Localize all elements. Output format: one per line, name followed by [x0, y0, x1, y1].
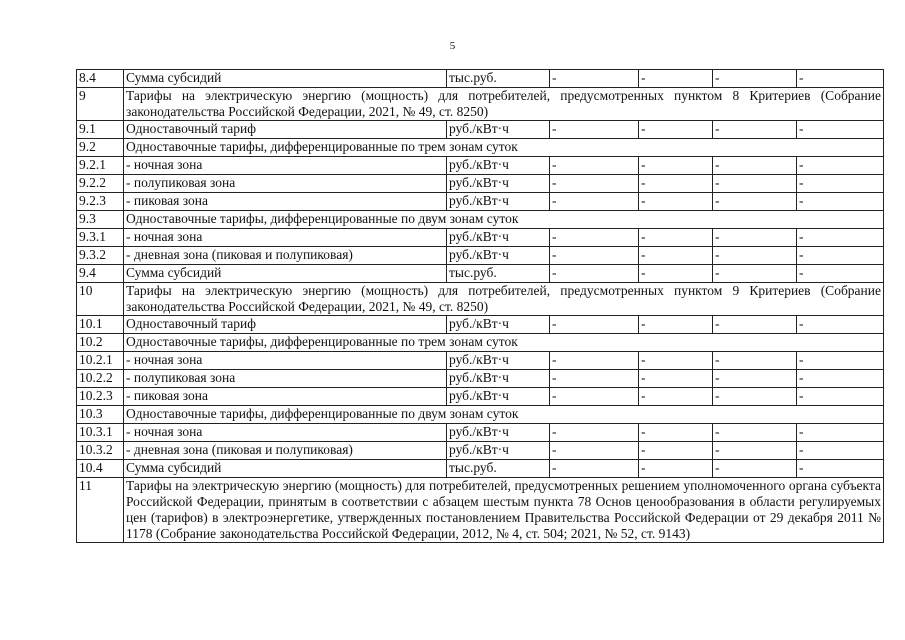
- value-cell: -: [797, 316, 884, 334]
- indicator-name-cell: Сумма субсидий: [124, 265, 447, 283]
- value-cell: -: [550, 370, 639, 388]
- value-cell: -: [797, 352, 884, 370]
- value-cell: -: [713, 424, 797, 442]
- value-cell: -: [550, 442, 639, 460]
- row-number-cell: 10.3: [77, 406, 124, 424]
- row-number-cell: 9.3.2: [77, 247, 124, 265]
- unit-cell: тыс.руб.: [447, 460, 550, 478]
- value-cell: -: [550, 175, 639, 193]
- row-number-cell: 11: [77, 478, 124, 543]
- value-cell: -: [713, 352, 797, 370]
- value-cell: -: [550, 316, 639, 334]
- row-number-cell: 10.1: [77, 316, 124, 334]
- value-cell: -: [797, 370, 884, 388]
- row-number-cell: 9.1: [77, 121, 124, 139]
- table-row: [77, 352, 884, 370]
- section-row: [77, 211, 884, 229]
- value-cell: -: [550, 388, 639, 406]
- indicator-name-cell: - ночная зона: [124, 229, 447, 247]
- value-cell: -: [639, 424, 713, 442]
- value-cell: -: [713, 460, 797, 478]
- table-row: [77, 70, 884, 88]
- value-cell: -: [797, 388, 884, 406]
- table-row: [77, 175, 884, 193]
- value-cell: -: [639, 247, 713, 265]
- section-title-cell: Тарифы на электрическую энергию (мощность) для потребителей, предусмотренных пунктом 9 Критериев (Собрание законодательства Российской Федерации, 2021, № 49, ст. 8250): [124, 283, 884, 316]
- section-title-cell: Одноставочные тарифы, дифференцированные по трем зонам суток: [124, 139, 884, 157]
- row-number-cell: 9.3.1: [77, 229, 124, 247]
- unit-cell: руб./кВт·ч: [447, 316, 550, 334]
- value-cell: -: [639, 370, 713, 388]
- value-cell: -: [550, 121, 639, 139]
- table-row: [77, 121, 884, 139]
- indicator-name-cell: - ночная зона: [124, 157, 447, 175]
- indicator-name-cell: - полупиковая зона: [124, 370, 447, 388]
- value-cell: -: [639, 442, 713, 460]
- section-row: [77, 406, 884, 424]
- value-cell: -: [797, 442, 884, 460]
- value-cell: -: [550, 157, 639, 175]
- value-cell: -: [550, 193, 639, 211]
- section-row: [77, 88, 884, 121]
- value-cell: -: [639, 460, 713, 478]
- indicator-name-cell: Одноставочный тариф: [124, 121, 447, 139]
- value-cell: -: [713, 316, 797, 334]
- table-row: [77, 424, 884, 442]
- value-cell: -: [713, 247, 797, 265]
- row-number-cell: 10.3.2: [77, 442, 124, 460]
- value-cell: -: [639, 193, 713, 211]
- row-number-cell: 10.2: [77, 334, 124, 352]
- row-number-cell: 10.2.1: [77, 352, 124, 370]
- section-row: [77, 139, 884, 157]
- value-cell: -: [713, 265, 797, 283]
- row-number-cell: 10.4: [77, 460, 124, 478]
- row-number-cell: 10.3.1: [77, 424, 124, 442]
- value-cell: -: [713, 121, 797, 139]
- indicator-name-cell: - ночная зона: [124, 424, 447, 442]
- value-cell: -: [639, 388, 713, 406]
- section-title-cell: Тарифы на электрическую энергию (мощность) для потребителей, предусмотренных пунктом 8 Критериев (Собрание законодательства Российской Федерации, 2021, № 49, ст. 8250): [124, 88, 884, 121]
- value-cell: -: [639, 316, 713, 334]
- value-cell: -: [639, 157, 713, 175]
- row-number-cell: 10.2.3: [77, 388, 124, 406]
- row-number-cell: 9.4: [77, 265, 124, 283]
- row-number-cell: 8.4: [77, 70, 124, 88]
- page-number: 5: [449, 40, 456, 52]
- section-title-cell: Одноставочные тарифы, дифференцированные по двум зонам суток: [124, 211, 884, 229]
- value-cell: -: [797, 70, 884, 88]
- value-cell: -: [797, 193, 884, 211]
- row-number-cell: 10.2.2: [77, 370, 124, 388]
- value-cell: -: [713, 370, 797, 388]
- value-cell: -: [639, 121, 713, 139]
- indicator-name-cell: Одноставочный тариф: [124, 316, 447, 334]
- value-cell: -: [713, 175, 797, 193]
- table-row: [77, 265, 884, 283]
- section-title-cell: Тарифы на электрическую энергию (мощность) для потребителей, предусмотренных решением уполномоченного органа субъекта Российской Федерации, принятым в соответствии с абзацем шестым пункта 78 Основ ценообразования в области регулируемых цен (тарифов) в электроэнергетике, утвержденных постановлением Правительства Российской Федерации от 29 декабря 2011 № 1178 (Собрание законодательства Российской Федерации, 2012, № 4, ст. 504; 2021, № 52, ст. 9143): [124, 478, 884, 543]
- unit-cell: руб./кВт·ч: [447, 352, 550, 370]
- section-row: [77, 283, 884, 316]
- table-row: [77, 460, 884, 478]
- indicator-name-cell: - полупиковая зона: [124, 175, 447, 193]
- value-cell: -: [797, 229, 884, 247]
- indicator-name-cell: Сумма субсидий: [124, 460, 447, 478]
- indicator-name-cell: - дневная зона (пиковая и полупиковая): [124, 247, 447, 265]
- unit-cell: руб./кВт·ч: [447, 157, 550, 175]
- value-cell: -: [550, 229, 639, 247]
- value-cell: -: [550, 265, 639, 283]
- value-cell: -: [713, 70, 797, 88]
- value-cell: -: [550, 70, 639, 88]
- value-cell: -: [797, 121, 884, 139]
- value-cell: -: [797, 157, 884, 175]
- section-title-cell: Одноставочные тарифы, дифференцированные по двум зонам суток: [124, 406, 884, 424]
- tariff-table-body: [77, 70, 884, 543]
- unit-cell: руб./кВт·ч: [447, 247, 550, 265]
- table-row: [77, 388, 884, 406]
- unit-cell: руб./кВт·ч: [447, 370, 550, 388]
- unit-cell: тыс.руб.: [447, 70, 550, 88]
- value-cell: -: [639, 70, 713, 88]
- value-cell: -: [797, 265, 884, 283]
- unit-cell: тыс.руб.: [447, 265, 550, 283]
- table-row: [77, 193, 884, 211]
- row-number-cell: 10: [77, 283, 124, 316]
- value-cell: -: [550, 460, 639, 478]
- value-cell: -: [797, 247, 884, 265]
- row-number-cell: 9.2.1: [77, 157, 124, 175]
- indicator-name-cell: Сумма субсидий: [124, 70, 447, 88]
- table-row: [77, 229, 884, 247]
- unit-cell: руб./кВт·ч: [447, 424, 550, 442]
- value-cell: -: [639, 265, 713, 283]
- unit-cell: руб./кВт·ч: [447, 121, 550, 139]
- table-row: [77, 247, 884, 265]
- value-cell: -: [639, 352, 713, 370]
- table-row: [77, 316, 884, 334]
- value-cell: -: [797, 424, 884, 442]
- unit-cell: руб./кВт·ч: [447, 175, 550, 193]
- row-number-cell: 9: [77, 88, 124, 121]
- value-cell: -: [550, 352, 639, 370]
- row-number-cell: 9.3: [77, 211, 124, 229]
- row-number-cell: 9.2: [77, 139, 124, 157]
- value-cell: -: [713, 229, 797, 247]
- value-cell: -: [797, 460, 884, 478]
- unit-cell: руб./кВт·ч: [447, 193, 550, 211]
- value-cell: -: [550, 424, 639, 442]
- value-cell: -: [713, 193, 797, 211]
- indicator-name-cell: - ночная зона: [124, 352, 447, 370]
- section-row: [77, 334, 884, 352]
- section-title-cell: Одноставочные тарифы, дифференцированные по трем зонам суток: [124, 334, 884, 352]
- value-cell: -: [550, 247, 639, 265]
- unit-cell: руб./кВт·ч: [447, 388, 550, 406]
- unit-cell: руб./кВт·ч: [447, 229, 550, 247]
- value-cell: -: [639, 175, 713, 193]
- row-number-cell: 9.2.2: [77, 175, 124, 193]
- table-row: [77, 157, 884, 175]
- section-row: [77, 478, 884, 543]
- indicator-name-cell: - пиковая зона: [124, 193, 447, 211]
- indicator-name-cell: - пиковая зона: [124, 388, 447, 406]
- value-cell: -: [797, 175, 884, 193]
- table-row: [77, 442, 884, 460]
- tariff-table: [76, 69, 884, 543]
- value-cell: -: [713, 388, 797, 406]
- value-cell: -: [639, 229, 713, 247]
- value-cell: -: [713, 157, 797, 175]
- value-cell: -: [713, 442, 797, 460]
- indicator-name-cell: - дневная зона (пиковая и полупиковая): [124, 442, 447, 460]
- table-row: [77, 370, 884, 388]
- unit-cell: руб./кВт·ч: [447, 442, 550, 460]
- row-number-cell: 9.2.3: [77, 193, 124, 211]
